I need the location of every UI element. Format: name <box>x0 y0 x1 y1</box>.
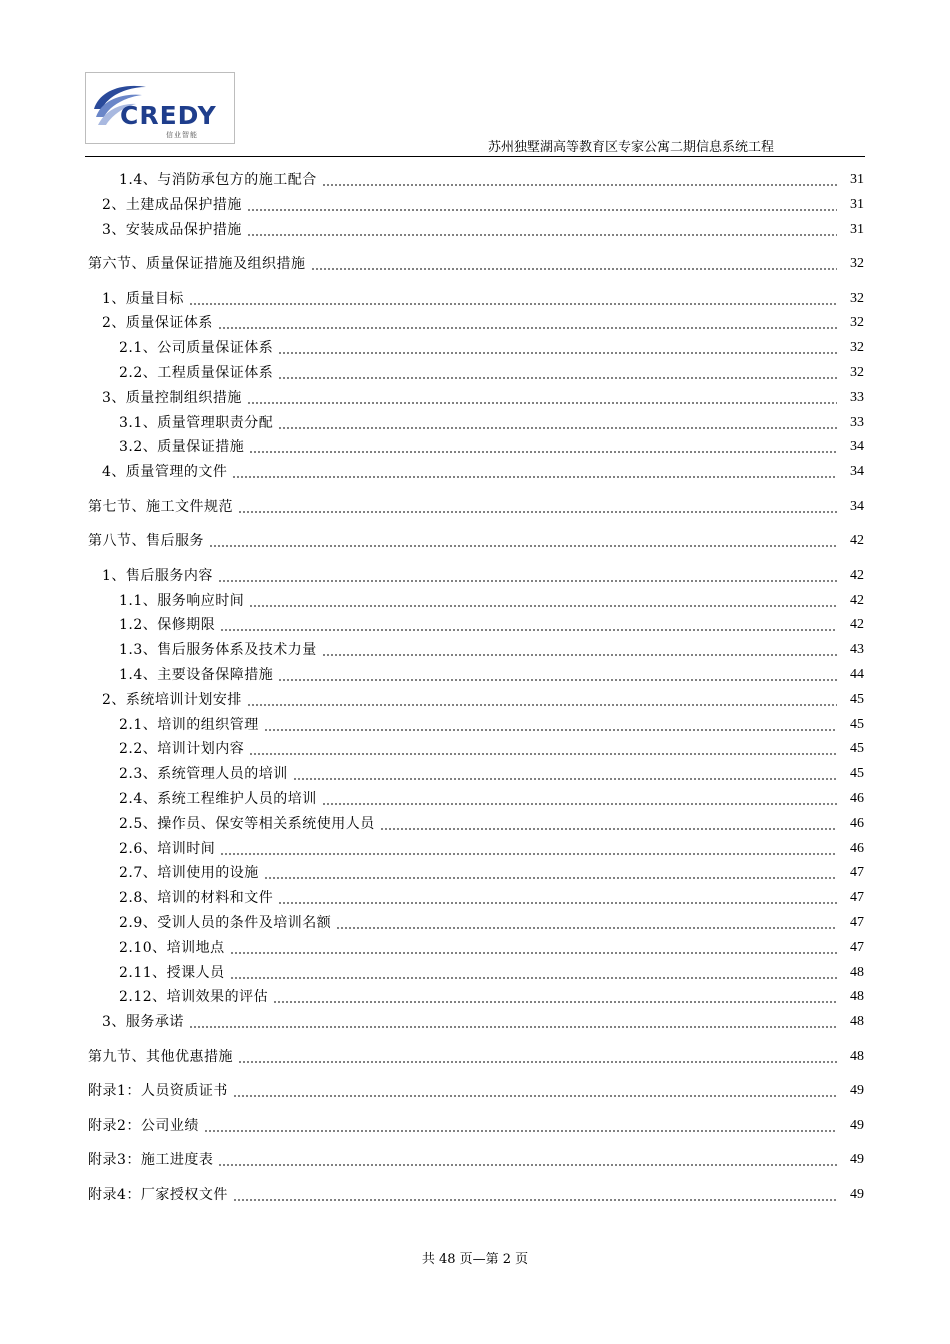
toc-leader-dots <box>220 839 837 859</box>
toc-entry[interactable] <box>88 220 864 240</box>
toc-entry-label: 附录2：公司业绩 <box>88 1117 199 1134</box>
toc-entry-page: 47 <box>850 939 864 955</box>
toc-entry-label: 2.12、培训效果的评估 <box>119 989 269 1006</box>
logo-subtext: 信业智能 <box>166 131 198 139</box>
toc-entry-label: 第九节、其他优惠措施 <box>88 1048 233 1065</box>
toc-entry-page: 48 <box>850 989 864 1005</box>
toc-entry-label: 附录1：人员资质证书 <box>88 1083 228 1100</box>
toc-entry[interactable] <box>88 1185 864 1205</box>
toc-leader-dots <box>322 170 837 190</box>
toc-entry-page: 49 <box>850 1186 864 1202</box>
toc-leader-dots <box>218 1150 837 1170</box>
toc-entry[interactable] <box>88 170 864 190</box>
toc-entry-page: 43 <box>850 642 864 658</box>
toc-entry-label: 2.11、授课人员 <box>119 964 225 981</box>
toc-entry[interactable] <box>88 591 864 611</box>
toc-entry[interactable] <box>88 254 864 274</box>
toc-entry[interactable] <box>88 963 864 983</box>
toc-entry[interactable] <box>88 690 864 710</box>
toc-entry[interactable] <box>88 888 864 908</box>
toc-entry-label: 第八节、售后服务 <box>88 533 204 550</box>
toc-entry-page: 34 <box>850 464 864 480</box>
toc-entry-page: 45 <box>850 766 864 782</box>
toc-entry-label: 2.9、受训人员的条件及培训名额 <box>119 914 332 931</box>
toc-entry-page: 45 <box>850 716 864 732</box>
toc-entry-label: 3.2、质量保证措施 <box>119 439 245 456</box>
toc-leader-dots <box>249 437 837 457</box>
toc-entry[interactable] <box>88 739 864 759</box>
toc-entry-label: 2.2、培训计划内容 <box>119 741 245 758</box>
toc-entry[interactable] <box>88 764 864 784</box>
toc-entry-page: 33 <box>850 414 864 430</box>
toc-leader-dots <box>249 591 837 611</box>
toc-entry-page: 49 <box>850 1152 864 1168</box>
toc-entry-page: 32 <box>850 340 864 356</box>
toc-entry-label: 2.7、培训使用的设施 <box>119 865 259 882</box>
toc-entry[interactable] <box>88 789 864 809</box>
toc-entry-page: 42 <box>850 567 864 583</box>
toc-leader-dots <box>278 338 837 358</box>
toc-leader-dots <box>247 220 837 240</box>
toc-entry-label: 附录3：施工进度表 <box>88 1152 214 1169</box>
toc-entry-label: 3、质量控制组织措施 <box>102 389 242 406</box>
toc-entry[interactable] <box>88 1150 864 1170</box>
toc-entry-label: 1、售后服务内容 <box>102 567 213 584</box>
toc-entry-label: 2、质量保证体系 <box>102 315 213 332</box>
toc-entry-page: 47 <box>850 890 864 906</box>
company-logo <box>85 72 235 144</box>
toc-entry-page: 32 <box>850 315 864 331</box>
logo-wordmark: CREDY <box>120 101 217 130</box>
toc-entry[interactable] <box>88 313 864 333</box>
toc-entry-page: 45 <box>850 691 864 707</box>
toc-leader-dots <box>204 1116 837 1136</box>
toc-entry-page: 46 <box>850 815 864 831</box>
page-footer: 共 48 页—第 2 页 <box>421 1252 529 1267</box>
toc-entry[interactable] <box>88 1047 864 1067</box>
header-divider <box>85 156 865 157</box>
toc-leader-dots <box>249 739 837 759</box>
toc-leader-dots <box>380 814 837 834</box>
toc-entry-page: 45 <box>850 741 864 757</box>
toc-entry-label: 2.5、操作员、保安等相关系统使用人员 <box>119 815 375 832</box>
toc-entry-label: 1.2、保修期限 <box>119 617 216 634</box>
toc-leader-dots <box>247 690 837 710</box>
toc-entry-label: 2、土建成品保护措施 <box>102 196 242 213</box>
toc-entry-label: 第六节、质量保证措施及组织措施 <box>88 256 306 273</box>
toc-leader-dots <box>238 1047 837 1067</box>
toc-entry[interactable] <box>88 413 864 433</box>
toc-entry-label: 2.1、培训的组织管理 <box>119 716 259 733</box>
toc-entry[interactable] <box>88 363 864 383</box>
toc-leader-dots <box>278 888 837 908</box>
toc-entry[interactable] <box>88 195 864 215</box>
toc-entry-label: 1.1、服务响应时间 <box>119 592 245 609</box>
toc-entry-label: 2.8、培训的材料和文件 <box>119 890 274 907</box>
toc-entry-page: 46 <box>850 790 864 806</box>
toc-entry-page: 33 <box>850 389 864 405</box>
toc-entry-page: 31 <box>850 196 864 212</box>
toc-entry-label: 2、系统培训计划安排 <box>102 691 242 708</box>
toc-entry-label: 第七节、施工文件规范 <box>88 498 233 515</box>
project-title: 苏州独墅湖高等教育区专家公寓二期信息系统工程 <box>488 140 775 155</box>
toc-entry[interactable] <box>88 462 864 482</box>
toc-entry[interactable] <box>88 338 864 358</box>
toc-entry[interactable] <box>88 938 864 958</box>
toc-leader-dots <box>322 640 837 660</box>
toc-entry-page: 47 <box>850 865 864 881</box>
toc-entry[interactable] <box>88 1012 864 1032</box>
toc-entry-label: 附录4：厂家授权文件 <box>88 1186 228 1203</box>
toc-leader-dots <box>233 1081 837 1101</box>
toc-entry-label: 1.4、主要设备保障措施 <box>119 666 274 683</box>
toc-entry[interactable] <box>88 814 864 834</box>
toc-entry-page: 31 <box>850 172 864 187</box>
toc-entry-page: 42 <box>850 533 864 549</box>
toc-leader-dots <box>322 789 837 809</box>
toc-entry[interactable] <box>88 640 864 660</box>
toc-entry[interactable] <box>88 715 864 735</box>
toc-entry[interactable] <box>88 987 864 1007</box>
toc-leader-dots <box>232 462 837 482</box>
toc-entry[interactable] <box>88 839 864 859</box>
toc-leader-dots <box>278 665 837 685</box>
toc-leader-dots <box>209 531 837 551</box>
toc-leader-dots <box>336 913 837 933</box>
toc-entry-label: 2.1、公司质量保证体系 <box>119 340 274 357</box>
toc-entry[interactable] <box>88 615 864 635</box>
toc-leader-dots <box>189 1012 837 1032</box>
toc-entry-label: 3、服务承诺 <box>102 1014 184 1031</box>
toc-entry-label: 1.3、售后服务体系及技术力量 <box>119 642 317 659</box>
toc-entry-label: 3、安装成品保护措施 <box>102 221 242 238</box>
toc-leader-dots <box>230 938 837 958</box>
toc-entry-label: 2.4、系统工程维护人员的培训 <box>119 790 317 807</box>
toc-entry-page: 48 <box>850 1048 864 1064</box>
toc-entry-page: 42 <box>850 592 864 608</box>
toc-entry[interactable] <box>88 566 864 586</box>
toc-leader-dots <box>278 363 837 383</box>
toc-entry-page: 46 <box>850 840 864 856</box>
toc-entry-label: 1.4、与消防承包方的施工配合 <box>119 172 317 188</box>
toc-entry-label: 2.2、工程质量保证体系 <box>119 365 274 381</box>
toc-entry[interactable] <box>88 531 864 551</box>
toc-entry[interactable] <box>88 665 864 685</box>
toc-leader-dots <box>218 566 837 586</box>
toc-entry-page: 48 <box>850 964 864 980</box>
toc-entry-label: 3.1、质量管理职责分配 <box>119 414 274 431</box>
toc-entry-label: 1、质量目标 <box>102 290 184 307</box>
toc-leader-dots <box>293 764 837 784</box>
toc-leader-dots <box>278 413 837 433</box>
toc-leader-dots <box>264 715 837 735</box>
toc-entry[interactable] <box>88 1116 864 1136</box>
toc-leader-dots <box>233 1185 837 1205</box>
toc-leader-dots <box>220 615 837 635</box>
toc-entry-page: 32 <box>850 290 864 306</box>
toc-entry[interactable] <box>88 497 864 517</box>
toc-leader-dots <box>218 313 837 333</box>
toc-entry[interactable] <box>88 913 864 933</box>
toc-entry-page: 44 <box>850 666 864 682</box>
toc-entry-page: 42 <box>850 617 864 633</box>
toc-leader-dots <box>230 963 837 983</box>
toc-leader-dots <box>264 863 837 883</box>
toc-entry-page: 31 <box>850 221 864 237</box>
toc-leader-dots <box>247 388 837 408</box>
toc-entry[interactable] <box>88 437 864 457</box>
toc-leader-dots <box>273 987 837 1007</box>
toc-entry-label: 4、质量管理的文件 <box>102 464 228 481</box>
toc-leader-dots <box>238 497 837 517</box>
toc-entry-page: 34 <box>850 498 864 514</box>
toc-entry[interactable] <box>88 1081 864 1101</box>
toc-entry-page: 48 <box>850 1014 864 1030</box>
toc-entry[interactable] <box>88 289 864 309</box>
toc-entry-label: 2.10、培训地点 <box>119 939 225 956</box>
toc-entry-label: 2.6、培训时间 <box>119 840 216 857</box>
toc-entry-label: 2.3、系统管理人员的培训 <box>119 766 288 783</box>
toc-entry-page: 34 <box>850 439 864 455</box>
toc-leader-dots <box>311 254 838 274</box>
toc-entry[interactable] <box>88 863 864 883</box>
toc-entry-page: 49 <box>850 1083 864 1099</box>
toc-entry[interactable] <box>88 388 864 408</box>
toc-entry-page: 32 <box>850 256 864 272</box>
toc-entry-page: 47 <box>850 914 864 930</box>
toc-entry-page: 32 <box>850 365 864 380</box>
toc-leader-dots <box>189 289 837 309</box>
toc-leader-dots <box>247 195 837 215</box>
toc-entry-page: 49 <box>850 1117 864 1133</box>
